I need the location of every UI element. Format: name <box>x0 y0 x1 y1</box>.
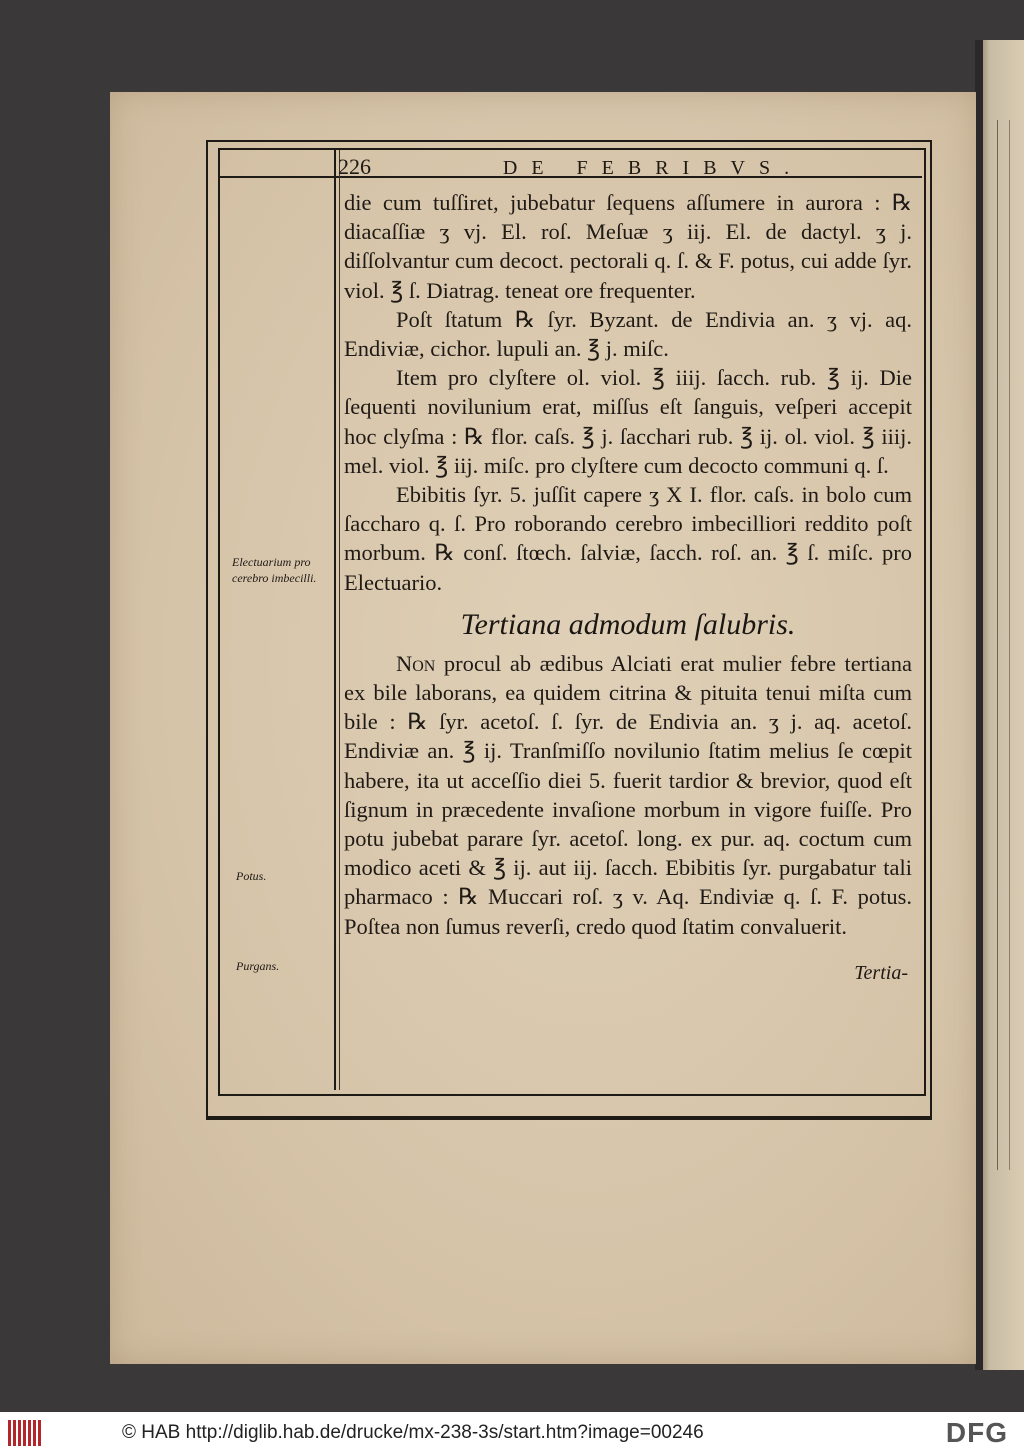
dfg-logo: DFG <box>945 1416 1008 1448</box>
paragraph: die cum tuſſiret, jubebatur ſequens aſſumere in aurora : ℞ diacaſſiæ ʒ vj. El. roſ. Meſuæ ʒ iij. El. de dactyl. ʒ j. diſſolvantur cum decoct. pectorali q. ſ. & F. potus, cui adde ſyr. viol. ℥ ſ. Diatrag. teneat ore frequenter. <box>344 190 912 303</box>
copyright-link[interactable]: © HAB http://diglib.hab.de/drucke/mx-238-3s/start.htm?image=00246 <box>122 1421 704 1443</box>
adjacent-page-edge <box>975 40 1024 1370</box>
section-initial: Non <box>396 650 436 676</box>
margin-note-potus: Potus. <box>236 869 267 883</box>
main-text <box>344 188 912 988</box>
gutter-shadow <box>975 40 983 1370</box>
catchword: Tertia- <box>854 961 908 984</box>
paragraph: Poſt ſtatum ℞ ſyr. Byzant. de Endivia an. ʒ vj. aq. Endiviæ, cichor. lupuli an. ℥ j. miſc. <box>344 306 912 362</box>
paragraph: Ebibitis ſyr. 5. juſſit capere ʒ X I. flor. caſs. in bolo cum ſaccharo q. ſ. Pro roborando cerebro imbecilliori reddito poſt morbum. ℞ conſ. ſtœch. ſalviæ, ſacch. roſ. an. ℥ ſ. miſc. pro Electuario. <box>344 482 912 595</box>
viewer-footer <box>0 1412 1024 1453</box>
page-header <box>338 154 918 178</box>
section-title: Tertiana admodum ſalubris. <box>460 607 796 641</box>
page-number: 226 <box>338 154 371 179</box>
section-paragraph <box>344 649 912 941</box>
margin-note-purgans: Purgans. <box>236 959 280 973</box>
running-head: DE FEBRIBVS. <box>502 157 804 179</box>
paragraph: Item pro clyſtere ol. viol. ℥ iiij. ſacch. rub. ℥ ij. Die ſequenti novilunium erat, miſſus eſt ſanguis, veſperi accepit hoc clyſma : ℞ flor. caſs. ℥ j. ſacchari rub. ℥ ij. ol. viol. ℥ iiij. mel. viol. ℥ iij. miſc. pro clyſtere cum decocto communi q. ſ. <box>344 365 912 478</box>
margin-note-electuarium: Electuarium pro cerebro imbecilli. <box>232 555 317 585</box>
section-paragraph-text: procul ab ædibus Alciati erat mulier febre tertiana ex bile laborans, ea quidem citrina & pituita tenui miſta cum bile : ℞ ſyr. acetoſ. ſ. ſyr. de Endivia an. ʒ j. aq. acetoſ. Endiviæ an. ℥ ij. Tranſmiſſo novilunio ſtatim melius ſe cœpit habere, ita ut acceſſio diei 5. fuerit tardior & brevior, quod eſt ſignum in præcedente invaſione morbum in vigore fuiſſe. Pro potu jubebat parare ſyr. acetoſ. long. ex pur. aq. coctum cum modico aceti & ℥ ij. aut iij. ſacch. Ebibitis ſyr. purgabatur tali pharmaco : ℞ Muccari roſ. ʒ v. Aq. Endiviæ q. ſ. F. potus. Poſtea non ſumus reverſi, credo quod ſtatim convaluerit. <box>344 650 912 939</box>
hab-logo-icon <box>8 1420 48 1446</box>
margin-rule <box>334 150 336 1090</box>
bottom-rule <box>206 1112 932 1118</box>
margin-rule-thin <box>339 150 340 1090</box>
adjacent-page-rule <box>1009 120 1010 1170</box>
adjacent-page-rule <box>997 120 998 1170</box>
book-page <box>110 92 976 1364</box>
